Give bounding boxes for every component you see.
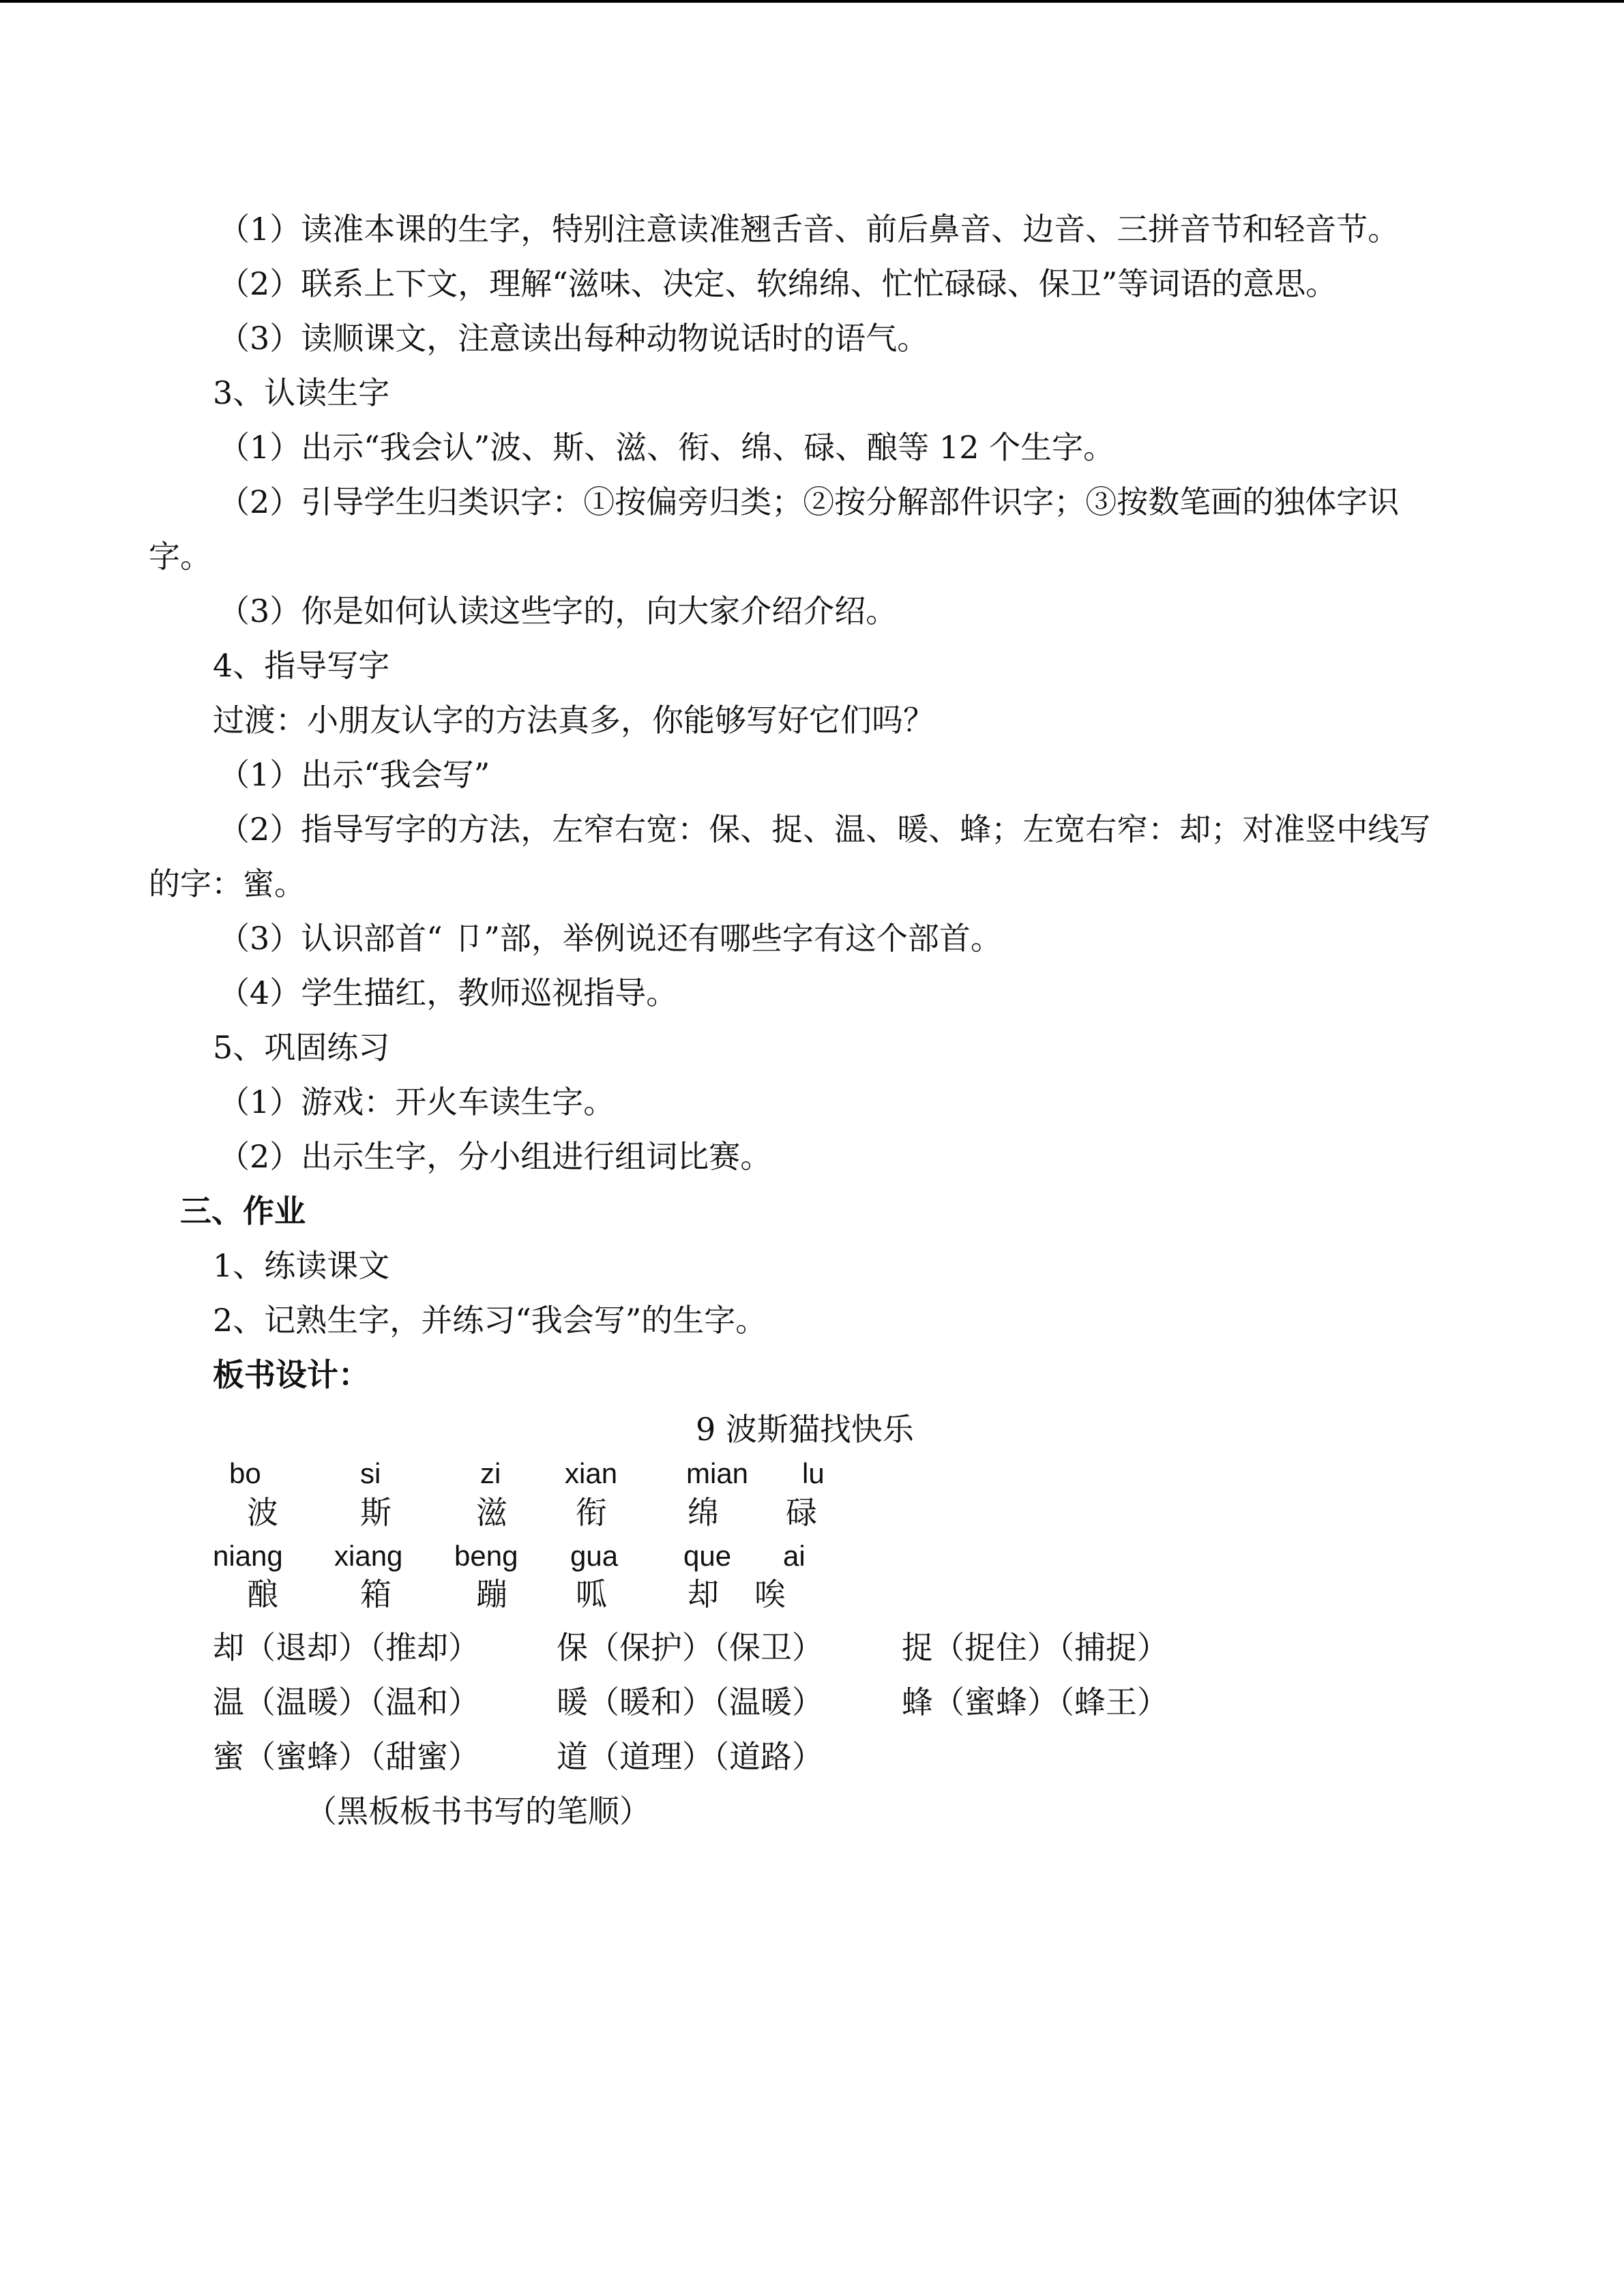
text-line-18: （2）出示生字，分小组进行组词比赛。 — [218, 1138, 772, 1175]
hanzi-item: 呱 — [576, 1576, 607, 1613]
hanzi-item: 斯 — [360, 1494, 392, 1531]
section-heading-5: 5、巩固练习 — [213, 1029, 390, 1066]
section-heading-homework: 三、作业 — [180, 1193, 306, 1229]
page-top-border — [0, 0, 1624, 3]
pinyin-item: mian — [686, 1457, 749, 1489]
text-line-10: 过渡：小朋友认字的方法真多，你能够写好它们吗？ — [213, 702, 934, 739]
text-line-11: （1）出示“我会写” — [218, 756, 490, 793]
pinyin-item: zi — [480, 1457, 501, 1489]
section-heading-3: 3、认读生字 — [213, 374, 390, 411]
board-design-heading: 板书设计： — [213, 1356, 370, 1393]
pinyin-item: xiang — [334, 1540, 403, 1572]
text-line-8: （3）你是如何认读这些字的，向大家介绍介绍。 — [218, 593, 898, 629]
pinyin-item: bo — [229, 1457, 261, 1489]
word-group: 却（退却）（推却） — [213, 1629, 479, 1666]
hanzi-item: 滋 — [476, 1494, 507, 1531]
text-line-14: （3）认识部首“ 卩”部，举例说还有哪些字有这个部首。 — [218, 920, 1002, 957]
hanzi-item: 波 — [247, 1494, 278, 1531]
hanzi-item: 绵 — [688, 1494, 719, 1531]
text-line-15: （4）学生描红，教师巡视指导。 — [218, 974, 678, 1011]
hanzi-item: 却 — [688, 1576, 719, 1613]
text-line-21: 2、记熟生字，并练习“我会写”的生字。 — [213, 1302, 767, 1339]
text-line-5: （1）出示“我会认”波、斯、滋、衔、绵、碌、酿等 12 个生字。 — [218, 429, 1115, 466]
text-line-2: （2）联系上下文，理解“滋味、决定、软绵绵、忙忙碌碌、保卫”等词语的意思。 — [218, 265, 1338, 302]
pinyin-item: niang — [213, 1540, 283, 1572]
word-group: 温（温暖）（温和） — [213, 1684, 479, 1720]
pinyin-item: si — [360, 1457, 381, 1489]
hanzi-item: 蹦 — [476, 1576, 507, 1613]
pinyin-item: ai — [783, 1540, 806, 1572]
board-note: （黑板板书书写的笔顺） — [306, 1793, 651, 1830]
word-group: 蜜（蜜蜂）（甜蜜） — [213, 1738, 479, 1775]
hanzi-item: 箱 — [360, 1576, 392, 1613]
pinyin-item: beng — [454, 1540, 518, 1572]
word-group: 道（道理）（道路） — [557, 1738, 823, 1775]
text-line-13: 的字：蜜。 — [149, 865, 306, 902]
word-group: 捉（捉住）（捕捉） — [902, 1629, 1168, 1666]
hanzi-item: 酿 — [247, 1576, 278, 1613]
word-group: 蜂（蜜蜂）（蜂王） — [902, 1684, 1168, 1720]
text-line-1: （1）读准本课的生字，特别注意读准翘舌音、前后鼻音、边音、三拼音节和轻音节。 — [218, 211, 1400, 248]
word-group: 暖（暖和）（温暖） — [557, 1684, 823, 1720]
text-line-20: 1、练读课文 — [213, 1247, 390, 1284]
hanzi-item: 唉 — [754, 1576, 786, 1613]
pinyin-item: que — [683, 1540, 732, 1572]
hanzi-item: 碌 — [786, 1494, 817, 1531]
text-line-6: （2）引导学生归类识字：①按偏旁归类；②按分解部件识字；③按数笔画的独体字识 — [218, 483, 1400, 520]
text-line-12: （2）指导写字的方法，左窄右宽：保、捉、温、暖、蜂；左宽右窄：却；对准竖中线写 — [218, 811, 1431, 848]
text-line-17: （1）游戏：开火车读生字。 — [218, 1084, 615, 1120]
section-heading-4: 4、指导写字 — [213, 647, 390, 684]
text-line-7: 字。 — [149, 538, 211, 575]
pinyin-item: xian — [565, 1457, 618, 1489]
pinyin-item: gua — [570, 1540, 619, 1572]
board-title: 9 波斯猫找快乐 — [696, 1411, 914, 1448]
text-line-3: （3）读顺课文，注意读出每种动物说话时的语气。 — [218, 320, 929, 357]
hanzi-item: 衔 — [576, 1494, 607, 1531]
pinyin-item: lu — [802, 1457, 825, 1489]
word-group: 保（保护）（保卫） — [557, 1629, 823, 1666]
